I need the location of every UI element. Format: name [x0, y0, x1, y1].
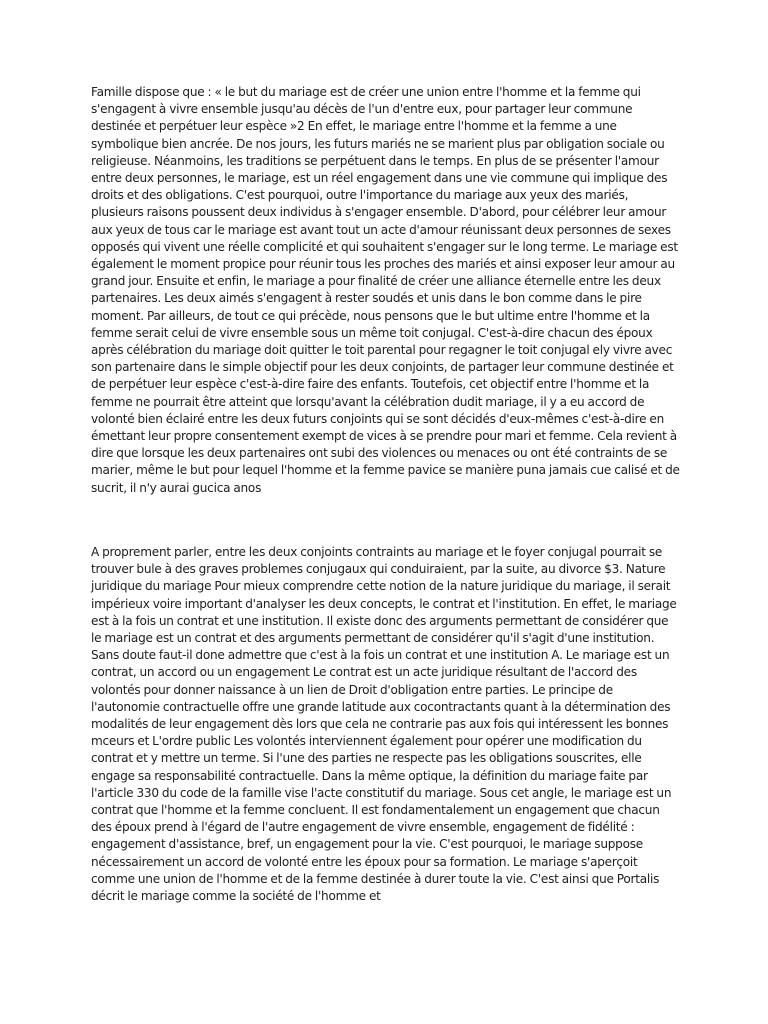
- body-paragraph-1: Famille dispose que : « le but du mariage est de créer une union entre l'homme et la femme qui s'engagent à vivre ensemble jusqu'au décès de l'un d'entre eux, pour partager leur commune destinée et perpétuer leur espèce »2 En effet, le mariage entre l'homme et la femme a une symbolique bien ancrée. De nos jours, les futurs mariés ne se marient plus par obligation sociale ou religieuse. Néanmoins, les traditions se perpétuent dans le temps. En plus de se présenter l'amour entre deux personnes, le mariage, est un réel engagement dans une vie commune qui implique des droits et des obligations. C'est pourquoi, outre l'importance du mariage aux yeux des mariés, plusieurs raisons poussent deux individus à s'engager ensemble. D'abord, pour célébrer leur amour aux yeux de tous car le mariage est avant tout un acte d'amour réunissant deux personnes de sexes opposés qui vivent une réelle complicité et qui souhaitent s'engager sur le long terme. Le mariage est également le moment propice pour réunir tous les proches des mariés et ainsi exposer leur amour au grand jour. Ensuite et enfin, le mariage a pour finalité de créer une alliance éternelle entre les deux partenaires. Les deux aimés s'engagent à rester soudés et unis dans le bon comme dans le pire moment. Par ailleurs, de tout ce qui précède, nous pensons que le but ultime entre l'homme et la femme serait celui de vivre ensemble sous un même toit conjugal. C'est-à-dire chacun des époux après célébration du mariage doit quitter le toit parental pour regagner le toit conjugal ely vivre avec son partenaire dans le simple objectif pour les deux conjoints, de partager leur commune destinée et de perpétuer leur espèce c'est-à-dire faire des enfants. Toutefois, cet objectif entre l'homme et la femme ne pourrait être atteint que lorsqu'avant la célébration dudit mariage, il y a eu accord de volonté bien éclairé entre les deux futurs conjoints qui se sont décidés d'eux-mêmes c'est-à-dire en émettant leur propre consentement exempt de vices à se prendre pour mari et femme. Cela revient à dire que lorsque les deux partenaires ont subi des violences ou menaces ou ont été contraints de se marier, même le but pour lequel l'homme et la femme pavice se manière puna jamais cue calisé et de sucrit, il n'y aurai gucica anos: [91, 85, 680, 495]
- body-paragraph-2: A proprement parler, entre les deux conjoints contraints au mariage et le foyer conjugal pourrait se trouver bule à des graves problemes conjugaux qui conduiraient, par la suite, au divorce $3. Nature juridique du mariage Pour mieux comprendre cette notion de la nature juridique du mariage, il serait impérieux voire important d'analyser les deux concepts, le contrat et l'institution. En effet, le mariage est à la fois un contrat et une institution. Il existe donc des arguments permettant de considérer que le mariage est un contrat et des arguments permettant de considérer qu'il s'agit d'une institution. Sans doute faut-il done admettre que c'est à la fois un contrat et une institution A. Le mariage est un contrat, un accord ou un engagement Le contrat est un acte juridique résultant de l'accord des volontés pour donner naissance à un lien de Droit d'obligation entre parties. Le principe de l'autonomie contractuelle offre une grande latitude aux cocontractants quant à la détermination des modalités de leur engagement dès lors que cela ne contrarie pas aux fois qui intéressent les bonnes mceurs et L'ordre public Les volontés interviennent également pour opérer une modification du contrat et y mettre un terme. Si l'une des parties ne respecte pas les obligations souscrites, elle engage sa responsabilité contractuelle. Dans la même optique, la définition du mariage faite par l'article 330 du code de la famille vise l'acte constitutif du mariage. Sous cet angle, le mariage est un contrat que l'homme et la femme concluent. Il est fondamentalement un engagement que chacun des époux prend à l'égard de l'autre engagement de vivre ensemble, engagement de fidélité : engagement d'assistance, bref, un engagement pour la vie. C'est pourquoi, le mariage suppose nécessairement un accord de volonté entre les époux pour sa formation. Le mariage s'aperçoit comme une union de l'homme et de la femme destinée à durer toute la vie. C'est ainsi que Portalis décrit le mariage comme la société de l'homme et: [91, 545, 677, 904]
